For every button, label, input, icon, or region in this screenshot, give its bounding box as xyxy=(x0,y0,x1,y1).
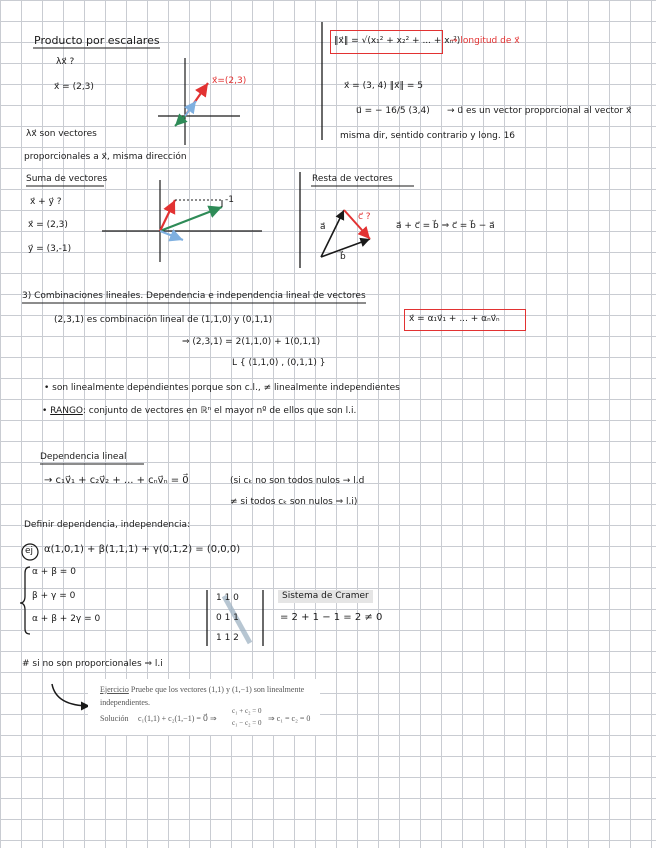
definir-eq: α(1,0,1) + β(1,1,1) + γ(0,1,2) = (0,0,0) xyxy=(44,544,241,555)
definir-title: Definir dependencia, independencia: xyxy=(24,520,191,530)
matrix-row-3: 1 1 2 xyxy=(216,633,239,643)
dependencia-cond2: ≠ si todos cₖ son nulos ⇒ l.i) xyxy=(230,497,358,507)
longitud-label: → longitud de x⃗ xyxy=(450,36,520,46)
longitud-ex3: misma dir, sentido contrario y long. 16 xyxy=(340,131,516,141)
producto-red-label: x⃗=(2,3) xyxy=(212,76,247,86)
resta-title: Resta de vectores xyxy=(312,174,393,184)
combinacion-l1: (2,3,1) es combinación lineal de (1,1,0) y (0,1,1) xyxy=(54,315,273,325)
combinacion-title: 3) Combinaciones lineales. Dependencia e independencia lineal de vectores xyxy=(22,291,366,301)
solucion-result: ⇒ c₁ = c₂ = 0 xyxy=(268,714,311,723)
longitud-ex2b: → u⃗ es un vector proporcional al vector x⃗ xyxy=(447,106,632,116)
matrix-row-2: 0 1 1 xyxy=(216,613,239,623)
vector-x xyxy=(185,101,196,116)
solucion-sys-a: c₁ + c₂ = 0 xyxy=(232,707,262,715)
resta-label-c: c⃗ ? xyxy=(358,212,371,222)
combinacion-l2: ⇒ (2,3,1) = 2(1,1,0) + 1(0,1,1) xyxy=(182,337,321,347)
producto-title: Producto por escalares xyxy=(34,34,160,47)
system-brace xyxy=(20,567,30,634)
cramer-label: Sistema de Cramer xyxy=(278,590,373,603)
vector-neg xyxy=(175,116,185,126)
dependencia-title: Dependencia lineal xyxy=(40,452,127,462)
combinacion-b1: • son linealmente dependientes porque son c.l., ≠ linealmente independientes xyxy=(44,383,400,393)
resta-equation: a⃗ + c⃗ = b⃗ ⇒ c⃗ = b⃗ − a⃗ xyxy=(396,221,495,231)
ejercicio-line2: independientes. xyxy=(100,698,150,707)
ejercicio-line1: Ejercicio Pruebe que los vectores (1,1) y (1,−1) son linealmente xyxy=(100,685,305,694)
suma-x: x⃗ = (2,3) xyxy=(28,220,68,230)
producto-x: x⃗ = (2,3) xyxy=(54,82,94,92)
longitud-formula: ‖x⃗‖ = √(x₁² + x₂² + ... + xₙ²) xyxy=(334,36,461,46)
matrix-row-1: 1 1 0 xyxy=(216,593,239,603)
system-row-2: β + γ = 0 xyxy=(32,591,76,601)
ejercicio-title: Ejercicio xyxy=(100,685,129,694)
solucion-sys-b: c₁ − c₂ = 0 xyxy=(232,719,262,727)
suma-y: y⃗ = (3,-1) xyxy=(28,244,72,254)
longitud-ex1: x⃗ = (3, 4) ‖x⃗‖ = 5 xyxy=(344,81,423,91)
dependencia-eq: → c₁v⃗₁ + c₂v⃗₂ + ... + cₙv⃗ₙ = 0⃗ xyxy=(44,475,189,486)
suma-title: Suma de vectores xyxy=(26,174,108,184)
system-row-1: α + β = 0 xyxy=(32,567,76,577)
vector-suma-y xyxy=(160,231,183,240)
combinacion-l3: L { (1,1,0) , (0,1,1) } xyxy=(232,358,326,368)
producto-prop: proporcionales a x⃗, misma dirección xyxy=(24,152,187,162)
solucion-label: Solución xyxy=(100,714,129,723)
system-row-3: α + β + 2γ = 0 xyxy=(32,614,101,624)
ej-label: ej xyxy=(25,546,34,556)
longitud-ex2: u⃗ = − 16/5 (3,4) xyxy=(356,106,430,116)
suma-axes xyxy=(102,180,262,262)
rango-label: RANGO xyxy=(50,406,83,416)
producto-question: λx⃗ ? xyxy=(56,57,75,67)
suma-minus1: -1 xyxy=(225,195,234,205)
curved-arrow xyxy=(52,684,90,706)
final-note: # si no son proporcionales ⇒ l.i xyxy=(22,659,163,669)
dependencia-cond1: (si cₖ no son todos nulos → l.d xyxy=(230,476,365,486)
suma-question: x⃗ + y⃗ ? xyxy=(30,197,62,207)
resta-label-b: b⃗ xyxy=(340,252,346,262)
determinant: = 2 + 1 − 1 = 2 ≠ 0 xyxy=(280,612,383,623)
solucion-eq: c₁(1,1) + c₂(1,−1) = 0⃗ ⇒ xyxy=(138,714,217,723)
producto-axes xyxy=(158,58,240,145)
combinacion-boxed: x⃗ = α₁v⃗₁ + ... + αₙv⃗ₙ xyxy=(409,314,500,324)
resta-label-a: a⃗ xyxy=(320,222,326,232)
combinacion-b2: • RANGO: conjunto de vectores en ℝⁿ el mayor nº de ellos que son l.i. xyxy=(42,406,357,416)
producto-lambda-label: λx⃗ son vectores xyxy=(26,129,97,139)
